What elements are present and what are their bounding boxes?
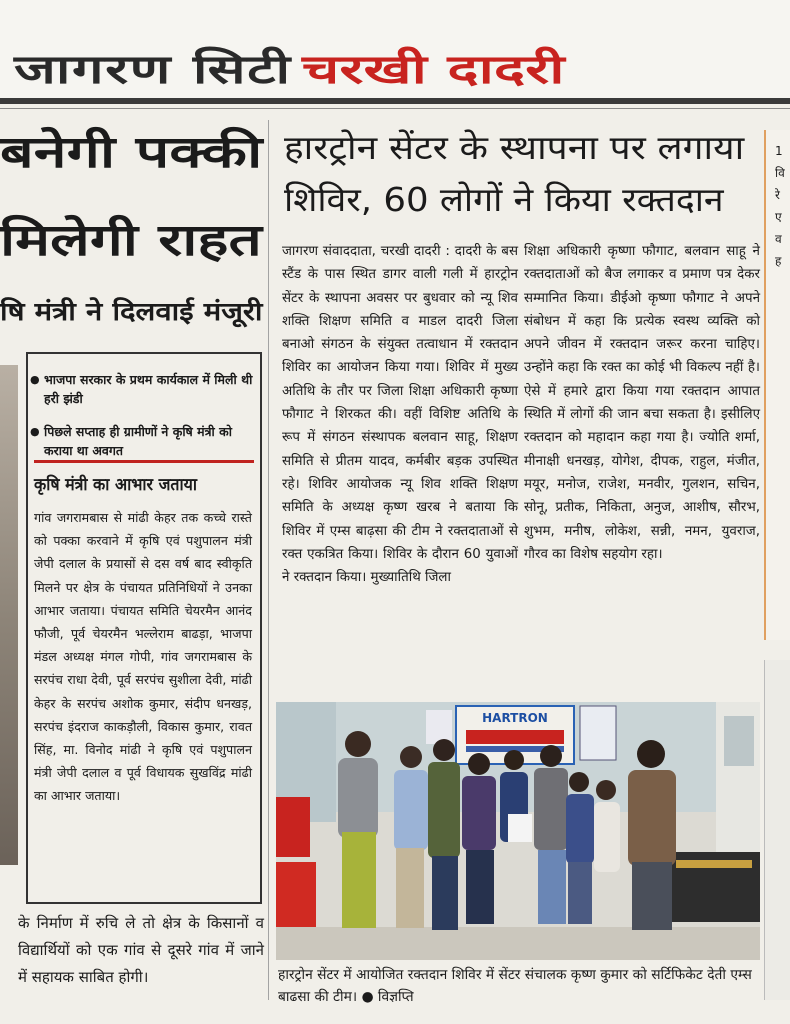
masthead-jagran-city: जागरण सिटी [14, 47, 292, 93]
masthead-rule-thin [0, 108, 790, 109]
column-divider [268, 120, 269, 1000]
right-column-text: 1 वि रे ए व ह [775, 144, 785, 268]
main-headline-line2: शिविर, 60 लोगों ने किया रक्तदान [284, 180, 724, 219]
highlight-bullet-2: ● पिछले सप्ताह ही ग्रामीणों ने कृषि मंत्री को कराया था अवगत [44, 422, 256, 460]
left-photo-strip [0, 365, 18, 865]
main-article-column-2: शिक्षा अधिकारी कृष्णा फौगाट, बलवान साहू ने रक्तदाताओं को बैज लगाकर व प्रमाण पत्र देकर सम्मानित किया। डीईओ कृष्णा फौगाट ने अपने संबोधन में कहा कि प्रत्येक स्वस्थ व्यक्ति को अपने जीवन में रक्तदान जरूर करना चाहिए। उन्होंने कहा कि रक्त का कोई भी विकल्प नहीं है। ऐसे में हमारे द्वारा किया गया रक्तदान आपात स्थिति में लोगों की जान बचा सकता है। इसीलिए रक्तदान को महादान कहा गया है। ज्योति शर्मा, मीनाक्षी धनखड़, योगेश, दीपक, राहुल, मंजीत, मयूर, मनोज, राजेश, मनवीर, गुलशन, सचिन, सोनू, प्रतीक, निकिता, अनुज, आशीष, सौरभ, शुभम, मनीष, लोकेश, सन्नी, नमन, युवराज, गौरव का विशेष सहयोग रहा। [524, 244, 760, 562]
left-subheadline: षि मंत्री ने दिलवाई मंजूरी [0, 297, 263, 326]
highlight-bullet-1: ● भाजपा सरकार के प्रथम कार्यकाल में मिली थी हरी झंडी [44, 370, 256, 408]
masthead-charkhi-dadri: चरखी दादरी [302, 47, 565, 93]
left-story-continuation: के निर्माण में रुचि ले तो क्षेत्र के किसानों व विद्यार्थियों को एक गांव से दूसरे गांव में जाने में सहायक साबित होगी। [18, 914, 264, 986]
box-body: गांव जगरामबास से मांढी केहर तक कच्चे रास्ते को पक्का करवाने में कृषि एवं पशुपालन मंत्री जेपी दलाल के प्रयासों से दस वर्ष बाद स्वीकृति मिलने पर क्षेत्र के पंचायत प्रतिनिधियों ने उनका आभार जताया। पंचायत समिति चेयरमैन आनंद फौजी, पूर्व चेयरमैन भल्लेराम बाढड़ा, भाजपा मंडल अध्यक्ष मंगल गोपी, गांव जगरामबास के सरपंच राधा देवी, पूर्व सरपंच सुशीला देवी, मांढी केहर के सरपंच अशोक कुमार, संदीप धनखड़, सरपंच इंदराज काकड़ौली, विकास कुमार, रावत सिंह, मा. विनोद मांढी ने कृषि एवं पशुपालन मंत्री जेपी दलाल व पूर्व विधायक सुखविंद्र मांढी का आभार जताया। [34, 510, 252, 804]
box-title: कृषि मंत्री का आभार जताया [34, 475, 197, 495]
main-article-column-1: जागरण संवाददाता, चरखी दादरी : दादरी के बस स्टैंड के पास स्थित डागर वाली गली में हारट्रोन सेंटर के स्थापना अवसर पर बुधवार को न्यू शिव शक्ति शिक्षण समिति व माडल दादरी जिला बनाओ संगठन के संयुक्त तत्वाधान में रक्तदान शिविर का आयोजन किया गया। शिविर में मुख्य अतिथि के तौर पर जिला शिक्षा अधिकारी कृष्णा फौगाट ने शिरकत की। वहीं विशिष्ट अतिथि के रूप में संगठन संस्थापक बलवान साहू, शिक्षण समिति से प्रीतम यादव, कर्मबीर बड़क उपस्थित रहे। शिविर आयोजक न्यू शिव शक्ति शिक्षण समिति के अध्यक्ष कृष्ण खरब ने बताया कि शिविर में एम्स बाढ़सा की टीम ने रक्तदाताओं से रक्त एकत्रित किया। शिविर के दौरान 60 युवाओं ने रक्तदान किया। मुख्यातिथि जिला [282, 244, 518, 586]
main-headline-line1: हारट्रोन सेंटर के स्थापना पर लगाया [284, 128, 745, 167]
box-divider [34, 460, 254, 463]
photo-illustration [276, 702, 760, 960]
masthead-rule [0, 98, 790, 104]
left-headline-line2: मिलेगी राहत [0, 215, 262, 266]
event-photo [276, 702, 760, 960]
photo-banner-text: HARTRON [482, 711, 548, 725]
left-headline-line1: बनेगी पक्की [0, 127, 263, 178]
photo-caption: हारट्रोन सेंटर में आयोजित रक्तदान शिविर में सेंटर संचालक कृष्ण कुमार को सर्टिफिकेट देती एम्स बाढसा की टीम। ● विज्ञप्ति [278, 967, 752, 1005]
right-column-fragment-lower [764, 660, 790, 1000]
